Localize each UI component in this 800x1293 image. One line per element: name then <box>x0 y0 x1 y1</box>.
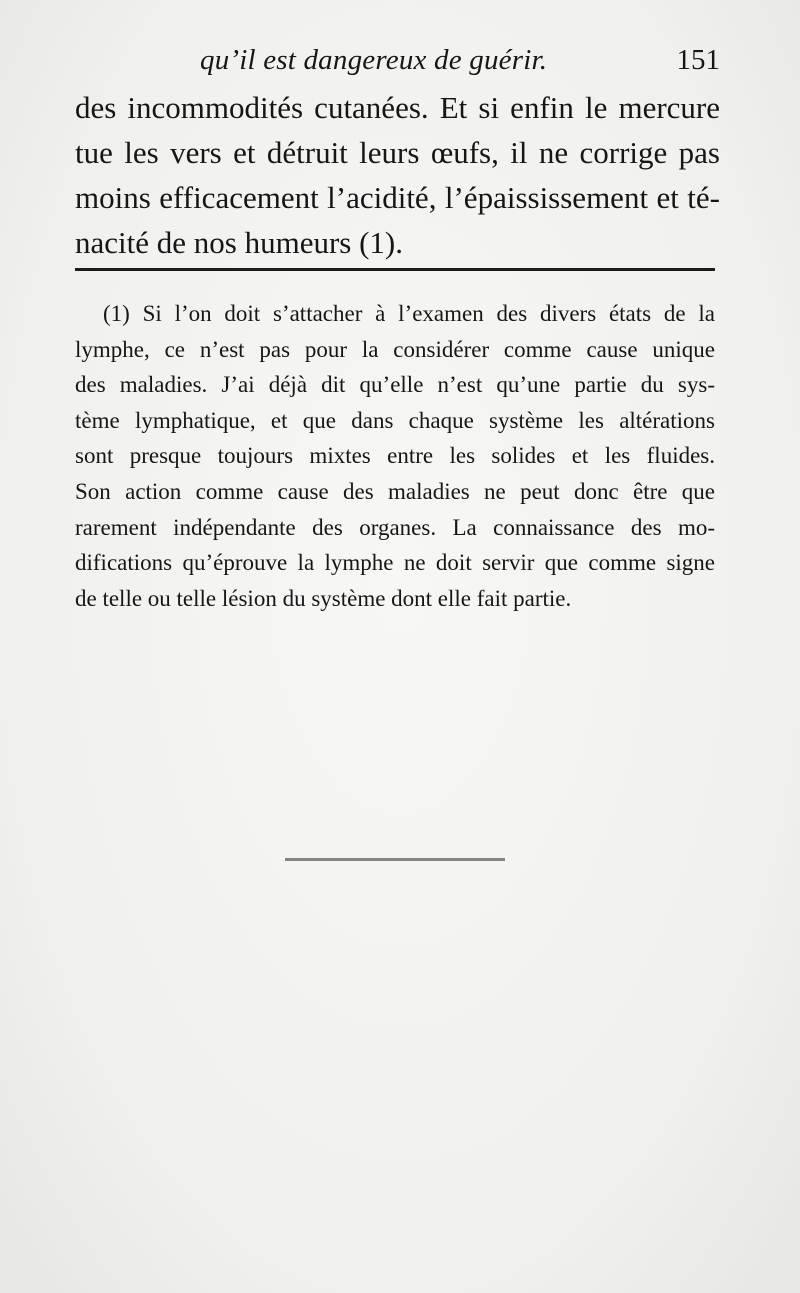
bleed-through-rule <box>285 858 505 861</box>
footnote-line: Son action comme cause des maladies ne peut donc être que <box>75 478 715 504</box>
main-text-line: des incommodités cutanées. Et si enfin le mercure <box>75 90 720 125</box>
footnote-block <box>75 296 715 616</box>
footnote-line: lymphe, ce n’est pas pour la considérer comme cause unique <box>75 336 715 362</box>
footnote-line: difications qu’éprouve la lymphe ne doit servir que comme signe <box>75 550 715 576</box>
footnote-line: rarement indépendante des organes. La connaissance des mo- <box>75 514 715 540</box>
footnote-line: sont presque toujours mixtes entre les solides et les fluides. <box>75 443 715 469</box>
main-text-line: tue les vers et détruit leurs œufs, il ne corrige pas <box>75 135 720 170</box>
page-number: 151 <box>676 44 720 76</box>
main-text-line: nacité de nos humeurs (1). <box>75 225 403 260</box>
page-header <box>200 44 720 84</box>
main-text-block <box>75 85 720 265</box>
footnote-line: des maladies. J’ai déjà dit qu’elle n’est qu’une partie du sys- <box>75 372 715 398</box>
footnote-line: de telle ou telle lésion du système dont elle fait partie. <box>75 585 572 611</box>
footnote-line: tème lymphatique, et que dans chaque système les altérations <box>75 407 715 433</box>
main-text-line: moins efficacement l’acidité, l’épaississement et té- <box>75 180 720 215</box>
bleed-through-texture <box>70 600 730 830</box>
footnote-separator-rule <box>75 268 715 271</box>
footnote-line: (1) Si l’on doit s’attacher à l’examen des divers états de la <box>103 301 715 326</box>
running-title: qu’il est dangereux de guérir. <box>200 44 548 76</box>
